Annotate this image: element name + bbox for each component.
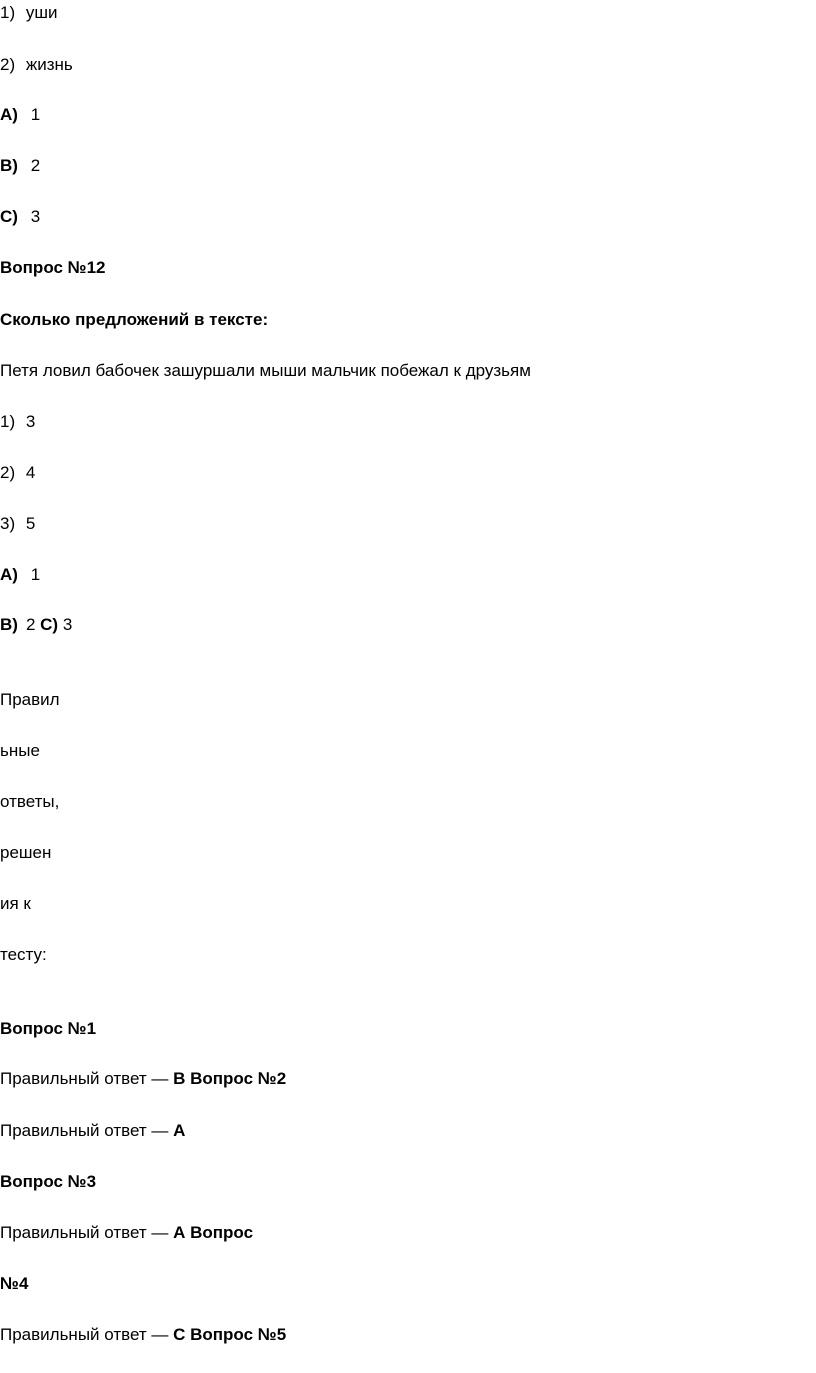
answer-letter: B) [0, 615, 18, 634]
solution-question-title: Вопрос №1 [0, 1019, 97, 1038]
option-text: 3 [25, 412, 36, 431]
solution-answer: А [173, 1121, 186, 1140]
solution-prefix: Правильный ответ — [0, 1121, 169, 1140]
answers-heading-part: ия к [0, 894, 31, 913]
option-number: 1) [0, 3, 16, 22]
answer-value: 2 [25, 615, 36, 634]
option-3 [0, 513, 35, 535]
answer-letter: B) [0, 156, 18, 175]
answer-a [0, 104, 40, 126]
solution-answer: B Вопрос №2 [173, 1069, 287, 1088]
solution-prefix: Правильный ответ — [0, 1069, 169, 1088]
answer-bc [0, 614, 72, 636]
option-2 [0, 462, 35, 484]
solution-question-title: №4 [0, 1274, 29, 1293]
answer-value: 1 [30, 105, 41, 124]
option-text: жизнь [25, 55, 73, 74]
option-text: 4 [25, 463, 36, 482]
answers-heading-part: тесту: [0, 945, 47, 964]
answer-letter: A) [0, 565, 18, 584]
answer-value: 1 [30, 565, 41, 584]
answer-letter: C) [0, 207, 18, 226]
answer-value: 3 [30, 207, 41, 226]
answer-value: 3 [62, 615, 73, 634]
solution-prefix: Правильный ответ — [0, 1223, 169, 1242]
solution-answer: А Вопрос [173, 1223, 254, 1242]
solution-answer: С Вопрос №5 [173, 1325, 287, 1344]
answer-letter: C) [40, 615, 59, 634]
solution-question-title: Вопрос №3 [0, 1172, 97, 1191]
answer-letter: A) [0, 105, 18, 124]
option-text: уши [25, 3, 58, 22]
answer-a [0, 564, 40, 586]
answers-heading-part: решен [0, 843, 52, 862]
solution-line [0, 1324, 286, 1346]
answers-heading-part: Правил [0, 690, 60, 709]
solution-line [0, 1068, 286, 1090]
question-title: Вопрос №12 [0, 258, 106, 277]
answer-c [0, 206, 40, 228]
option-number: 3) [0, 514, 16, 533]
answers-heading-part: ьные [0, 741, 40, 760]
option-2 [0, 54, 73, 76]
answer-value: 2 [30, 156, 41, 175]
solution-prefix: Правильный ответ — [0, 1325, 169, 1344]
answers-heading-part: ответы, [0, 792, 60, 811]
question-prompt: Сколько предложений в тексте: [0, 310, 269, 329]
answer-b [0, 155, 40, 177]
solution-line [0, 1120, 185, 1142]
option-1 [0, 2, 58, 24]
option-number: 2) [0, 463, 16, 482]
option-number: 1) [0, 412, 16, 431]
option-1 [0, 411, 35, 433]
option-number: 2) [0, 55, 16, 74]
option-text: 5 [25, 514, 36, 533]
solution-line [0, 1222, 253, 1244]
question-text: Петя ловил бабочек зашуршали мыши мальчик побежал к друзьям [0, 361, 531, 380]
